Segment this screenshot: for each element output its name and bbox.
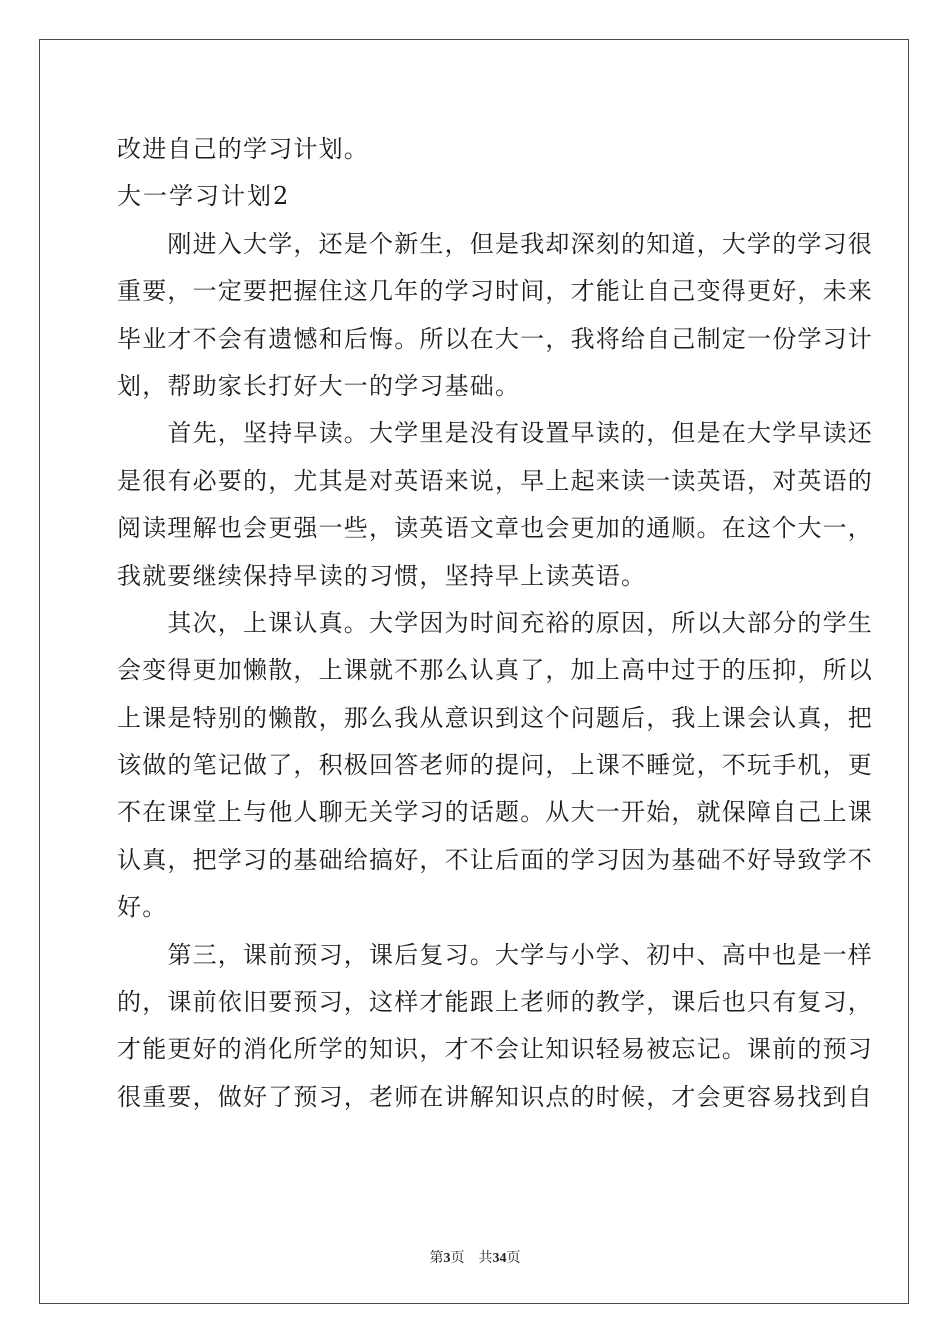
section-heading: 大一学习计划2: [117, 182, 291, 211]
text-line: 才能更好的消化所学的知识，才不会让知识轻易被忘记。课前的预习: [117, 1035, 873, 1064]
text-line: 毕业才不会有遗憾和后悔。所以在大一，我将给自己制定一份学习计: [117, 324, 873, 353]
text-line: 刚进入大学，还是个新生，但是我却深刻的知道，大学的学习很: [117, 229, 873, 258]
text-line: 好。: [117, 893, 168, 922]
footer-total-suffix: 页: [506, 1251, 521, 1266]
text-line: 会变得更加懒散，上课就不那么认真了，加上高中过于的压抑，所以: [117, 656, 873, 685]
text-line: 第三，课前预习，课后复习。大学与小学、初中、高中也是一样: [117, 940, 873, 969]
text-line: 我就要继续保持早读的习惯，坚持早上读英语。: [117, 561, 647, 590]
text-line: 是很有必要的，尤其是对英语来说，早上起来读一读英语，对英语的: [117, 466, 873, 495]
text-line: 重要，一定要把握住这几年的学习时间，才能让自己变得更好，未来: [117, 277, 873, 306]
text-line: 认真，把学习的基础给搞好，不让后面的学习因为基础不好导致学不: [117, 845, 873, 874]
text-line: 很重要，做好了预习，老师在讲解知识点的时候，才会更容易找到自: [117, 1082, 873, 1111]
footer-page-prefix: 第: [429, 1251, 444, 1266]
text-line: 改进自己的学习计划。: [117, 135, 369, 163]
footer-total-prefix: 共: [478, 1251, 493, 1266]
footer-page-number: 3: [443, 1251, 451, 1266]
page-footer: [0, 1247, 950, 1267]
text-line: 首先，坚持早读。大学里是没有设置早读的，但是在大学早读还: [117, 419, 873, 448]
text-line: 不在课堂上与他人聊无关学习的话题。从大一开始，就保障自己上课: [117, 798, 873, 827]
text-line: 的，课前依旧要预习，这样才能跟上老师的教学，课后也只有复习，: [117, 988, 873, 1017]
text-line: 该做的笔记做了，积极回答老师的提问，上课不睡觉，不玩手机，更: [117, 751, 873, 780]
text-line: 上课是特别的懒散，那么我从意识到这个问题后，我上课会认真，把: [117, 703, 873, 732]
document-body: [117, 126, 873, 1121]
text-line: 其次，上课认真。大学因为时间充裕的原因，所以大部分的学生: [117, 608, 873, 637]
footer-total-pages: 34: [492, 1251, 507, 1266]
text-line: 阅读理解也会更强一些，读英语文章也会更加的通顺。在这个大一，: [117, 514, 873, 543]
footer-page-suffix: 页: [450, 1251, 465, 1266]
text-line: 划，帮助家长打好大一的学习基础。: [117, 371, 521, 400]
